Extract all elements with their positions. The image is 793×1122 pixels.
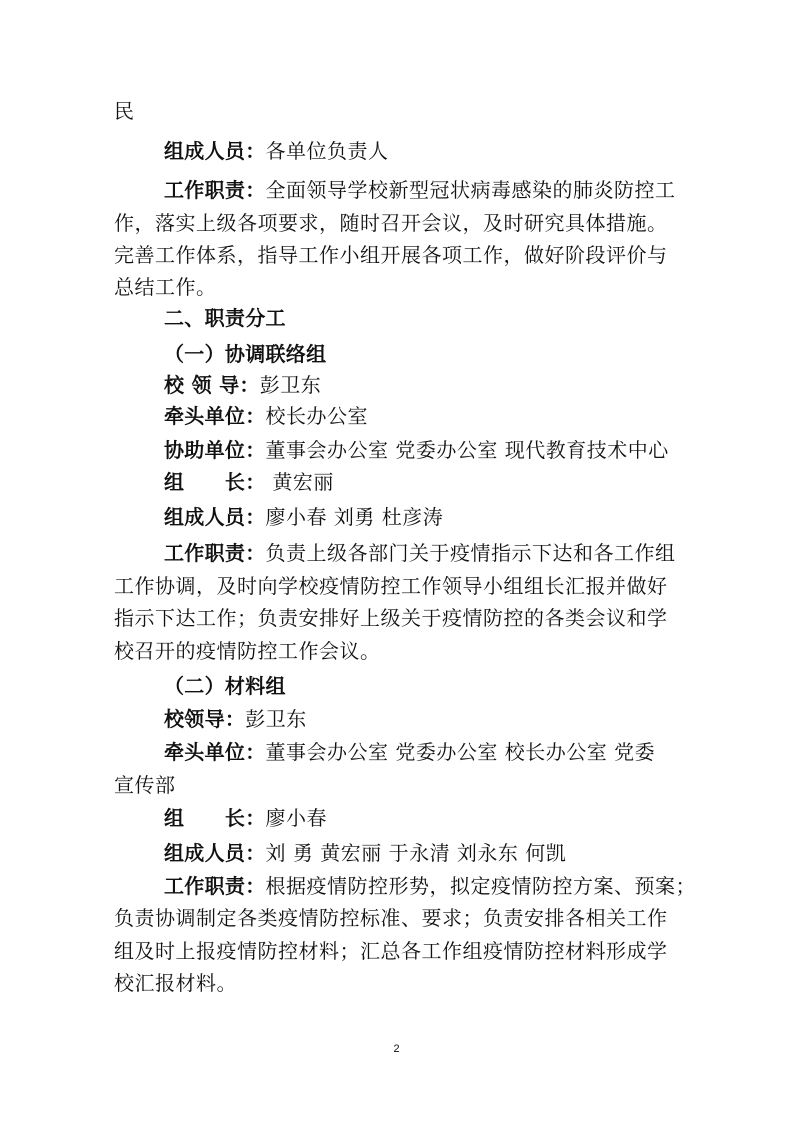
text-line: 工作职责：负责上级各部门关于疫情指示下达和各工作组	[164, 541, 676, 565]
text-line: 指示下达工作；负责安排好上级关于疫情防控的各类会议和学	[114, 606, 668, 630]
text-line: 组及时上报疫情防控材料；汇总各工作组疫情防控材料形成学	[114, 939, 668, 963]
text-line: 工作协调，及时向学校疫情防控工作领导小组组长汇报并做好	[114, 574, 668, 598]
text-line: 组成人员：各单位负责人	[164, 139, 389, 163]
text-line: 组成人员：廖小春 刘勇 杜彦涛	[164, 505, 444, 529]
text-line: 校领导：彭卫东	[164, 707, 307, 731]
text-line: 组成人员：刘 勇 黄宏丽 于永清 刘永东 何凯	[164, 841, 567, 865]
text-line: 校召开的疫情防控工作会议。	[114, 639, 381, 663]
text-line: 工作职责：根据疫情防控形势，拟定疫情防控方案、预案；	[164, 874, 696, 898]
text-line: 校 领 导：彭卫东	[164, 373, 322, 397]
text-line: 协助单位：董事会办公室 党委办公室 现代教育技术中心	[164, 438, 669, 462]
text-line: 作，落实上级各项要求，随时召开会议，及时研究具体措施。	[114, 211, 668, 235]
text-line: 总结工作。	[114, 275, 217, 299]
text-line: 宣传部	[114, 773, 176, 797]
page-number: 2	[393, 1043, 400, 1055]
subsection-heading: （二）材料组	[164, 674, 286, 698]
text-line: 牵头单位：校长办公室	[164, 404, 368, 428]
text-line: 牵头单位：董事会办公室 党委办公室 校长办公室 党委	[164, 740, 656, 764]
text-line: 民	[114, 99, 135, 123]
text-line: 负责协调制定各类疫情防控标准、要求；负责安排各相关工作	[114, 906, 668, 930]
subsection-heading: （一）协调联络组	[164, 342, 327, 366]
text-line: 工作职责：全面领导学校新型冠状病毒感染的肺炎防控工	[164, 178, 676, 202]
text-line: 组 长：廖小春	[164, 806, 327, 830]
text-line: 完善工作体系，指导工作小组开展各项工作，做好阶段评价与	[114, 243, 668, 267]
text-line: 组 长： 黄宏丽	[164, 470, 334, 494]
text-line: 校汇报材料。	[114, 971, 237, 995]
section-heading: 二、职责分工	[164, 306, 286, 330]
